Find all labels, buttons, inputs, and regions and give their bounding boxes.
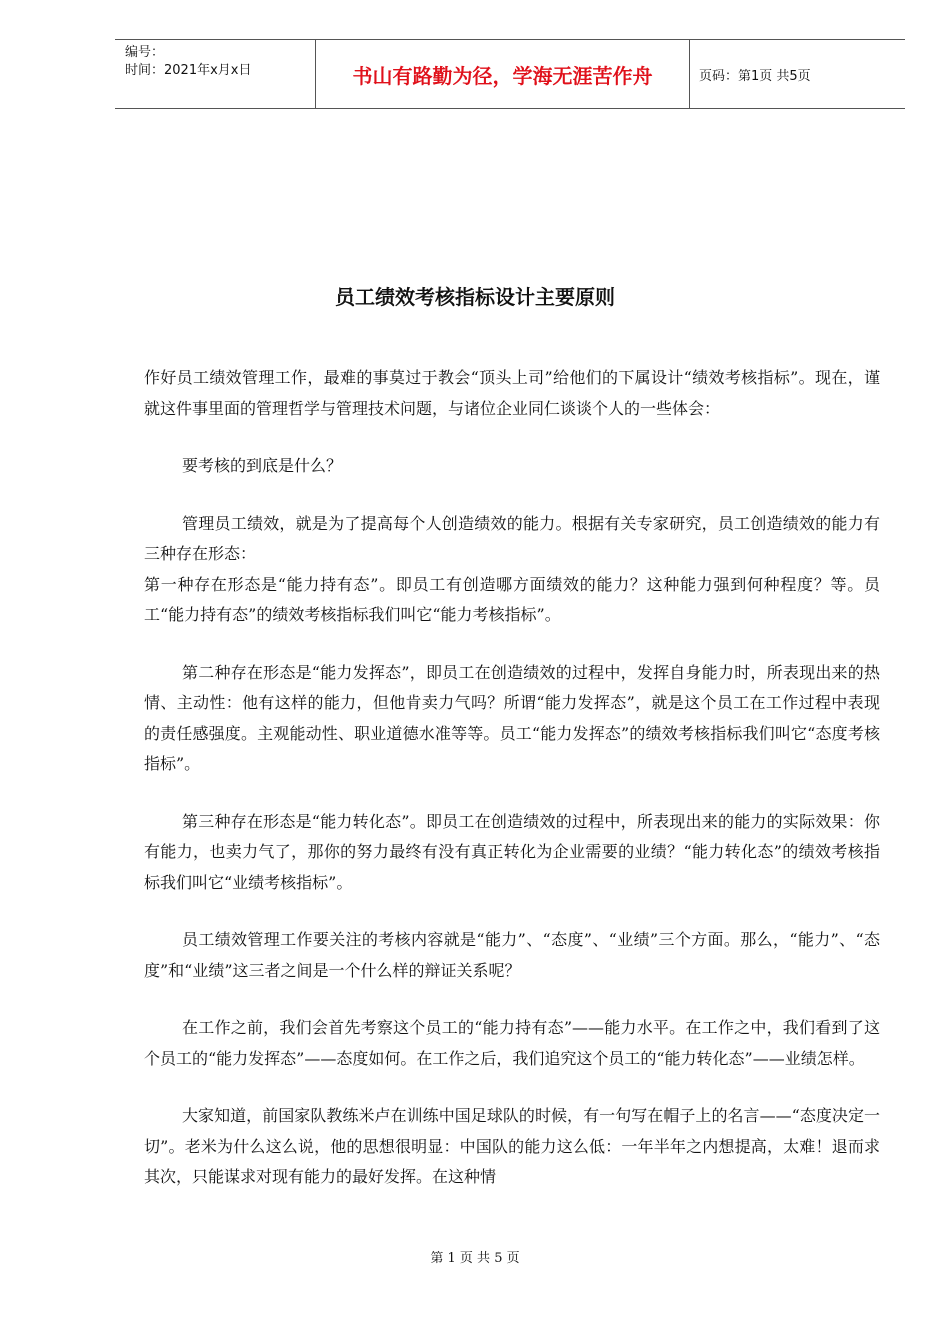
time-label: 时间：2021年x月x日 [125,63,252,78]
paragraph: 第一种存在形态是“能力持有态”。即员工有创造哪方面绩效的能力？这种能力强到何种程度？等。员工“能力持有态”的绩效考核指标我们叫它“能力考核指标”。 [144,574,880,624]
paragraph: 员工绩效管理工作要关注的考核内容就是“能力”、“态度”、“业绩”三个方面。那么，“能力”、“态度”和“业绩”这三者之间是一个什么样的辩证关系呢？ [144,930,880,980]
page-footer: 第 1 页 共 5 页 [430,1251,520,1266]
header-page-info: 页码：第1页 共5页 [699,68,811,84]
number-label: 编号： [125,45,165,60]
header-motto: 书山有路勤为径，学海无涯苦作舟 [352,63,653,88]
paragraph: 作好员工绩效管理工作，最难的事莫过于教会“顶头上司”给他们的下属设计“绩效考核指标”。现在，谨就这件事里面的管理哲学与管理技术问题，与诸位企业同仁谈谈个人的一些体会： [144,368,880,418]
section-question: 要考核的到底是什么？ [182,456,343,475]
paragraph: 第二种存在形态是“能力发挥态”，即员工在创造绩效的过程中，发挥自身能力时，所表现出来的热情、主动性：他有这样的能力，但他肯卖力气吗？所谓“能力发挥态”，就是这个员工在工作过程中表现的责任感强度。主观能动性、职业道德水准等等。员工“能力发挥态”的绩效考核指标我们叫它“态度考核指标”。 [144,662,880,773]
document-title: 员工绩效考核指标设计主要原则 [335,285,615,309]
header-page-cell [690,40,905,108]
paragraph: 管理员工绩效，就是为了提高每个人创造绩效的能力。根据有关专家研究，员工创造绩效的能力有三种存在形态： [144,513,880,563]
header-motto-cell [316,40,690,108]
paragraph: 在工作之前，我们会首先考察这个员工的“能力持有态”——能力水平。在工作之中，我们看到了这个员工的“能力发挥态”——态度如何。在工作之后，我们追究这个员工的“能力转化态”——业绩怎样。 [144,1018,880,1068]
paragraph: 第三种存在形态是“能力转化态”。即员工在创造绩效的过程中，所表现出来的能力的实际效果：你有能力，也卖力气了，那你的努力最终有没有真正转化为企业需要的业绩？“能力转化态”的绩效考核指标我们叫它“业绩考核指标”。 [144,811,880,892]
header-meta-cell [115,40,316,108]
paragraph: 大家知道，前国家队教练米卢在训练中国足球队的时候，有一句写在帽子上的名言——“态度决定一切”。老米为什么这么说，他的思想很明显：中国队的能力这么低：一年半年之内想提高，太难！退而求其次，只能谋求对现有能力的最好发挥。在这种情 [144,1106,880,1186]
document-body [144,363,880,1220]
document-header [115,39,905,109]
